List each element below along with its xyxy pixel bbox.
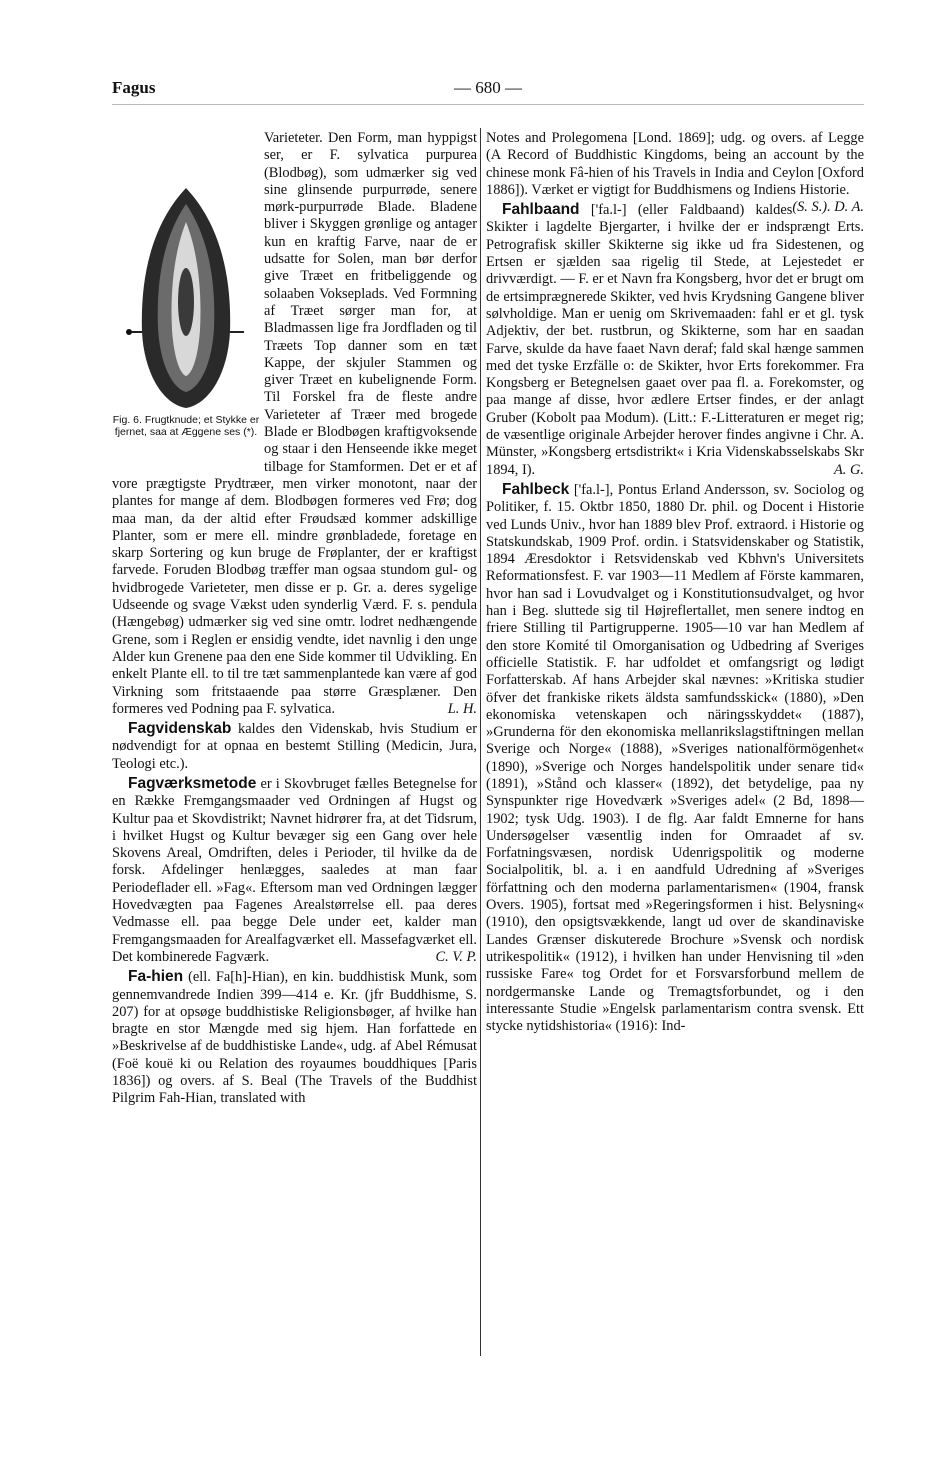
figure-fruit xyxy=(112,130,260,460)
entry-fahlbaand xyxy=(486,201,864,479)
running-header xyxy=(112,78,864,102)
figure-caption: Fig. 6. Frugtknude; et Stykke er fjernet, saa at Æggene ses (*). xyxy=(112,414,260,438)
running-head-word: Fagus xyxy=(112,78,156,97)
fagus-text: Varieteter. Den Form, man hyppigst ser, er F. sylvatica purpurea (Blodbøg), som udmærker sig ved sine glinsende purpurrøde, senere mørk-purpurrøde Blade. Bladene bliver i Skyggen grønlige og antager kun en kraftig Farve, naar de er udsatte for Solen, man bør derfor give Træet en fritbeliggende og solaaben Vokseplads. Ved Formning af Træet sørger man for, at Bladmassen lige fra Jordfladen og til Træets Top danner som en tæt Kappe, der skjuler Stammen og giver Træet en kubelignende Form. Til Forskel fra de fleste andre Varieteter af Træer med brogede Blade er Blodbøgen kraftigvoksende og staar i den Henseende ikke meget tilbage for Stamformen. Det er et af vore prægtigste Prydtræer, men virker monotont, naar der plantes for mange af dem. Blodbøgen formeres ved Frø; dog maa man, da der altid efter Frøudsæd kommer adskillige Planter, som er mere ell. mindre grønbladede, foretage en skarp Sortering og kun bruge de Frøplanter, der er kraftigst farvede. Foruden Blodbøg træffer man ogsaa stundom gul- og hvidbrogede Varieteter, men disse er p. Gr. a. deres sygelige Udseende og svage Vækst uden synderlig Værd. F. s. pendula (Hængebøg) udmærker sig ved sine omtr. lodret nedhængende Grene, som i Reglen er ensidig vendte, idet navnlig i den unge Alder kun Grenene paa den ene Side kommer til Udvikling. En enkelt Plante ell. to til tre tæt sammenplantede kan være af god Virkning som fritstaaende paa større Græsplæner. Den formeres ved Podning paa F. sylvatica. xyxy=(112,130,477,717)
header-rule xyxy=(112,104,864,105)
headword-fahlbaand: Fahlbaand xyxy=(502,201,580,219)
beech-fruit-illustration xyxy=(126,182,246,412)
signature-ag: A. G. xyxy=(834,461,864,478)
page-number: — 680 — xyxy=(454,78,522,97)
column-divider xyxy=(480,128,481,1356)
headword-fagvaerksmetode: Fagværksmetode xyxy=(128,774,257,792)
fa-hien-continuation-text: Notes and Prolegomena [Lond. 1869]; udg. og overs. af Legge (A Record of Buddhistic Kingdoms, being an account by the chinese monk Fâ-hien of his Travels in India and Ceylon [Oxford 1886]). Værket er vigtigt for Buddhismens og Indiens Historie. xyxy=(486,130,864,198)
fa-hien-text: (ell. Fa[h]-Hian), en kin. buddhistisk Munk, som gennemvandrede Indien 399—414 e. Kr. (jfr Buddhisme, S. 207) for at opsøge buddhistiske Religionsbøger, af hvilke han bragte en stor Mængde med sig hjem. Han forfattede en »Beskrivelse af de buddhistiske Lande«, udg. af Abel Rémusat (Foë kouë ki ou Relation des royaumes bouddhiques [Paris 1836]) og overs. af S. Beal (The Travels of the Buddhist Pilgrim Fah-Hian, translated with xyxy=(112,969,477,1107)
headword-fahlbeck: Fahlbeck xyxy=(502,480,570,498)
fagvidenskab-text: kaldes den Videnskab, hvis Studium er nødvendigt for at opnaa en bestemt Stilling (Medicin, Jura, Teologi etc.). xyxy=(112,721,477,772)
left-column xyxy=(112,130,477,1108)
entry-fagvaerksmetode xyxy=(112,775,477,966)
signature-cvp: C. V. P. xyxy=(435,948,477,965)
entry-fahlbeck xyxy=(486,481,864,1036)
fahlbeck-text: ['fa.l-], Pontus Erland Andersson, sv. Sociolog og Politiker, f. 15. Oktbr 1850, 1880 Dr. phil. og Docent i Historie ved Lunds Univ., hvor han 1889 blev Prof. extraord. i Historie og Statskundskab, 1909 Prof. ordin. i Statsvidenskaber og Statistik, 1894 Æresdoktor i Retsvidenskab ved Kbhvn's Universitets Reformationsfest. F. var 1903—11 Medlem af Förste kammaren, hvor han sad i Lovudvalget og i Konstitutionsudvalget, og hvor han i Beg. sluttede sig til Højreflertallet, men senere indtog en friere Stilling til Partigrupperne. 1905—10 var han Medlem af den store Komité til Omorganisation og Udbedring af Sveriges officielle Statistik. F. har udfoldet et omfangsrigt og lødigt Forfatterskab. Af hans Arbejder skal nævnes: »Kritiska studier öfver det frankiske rikets äldsta samfundsskick« (1880), »Den ekonomiska vetenskapen och näringsskyddet« (1887), »Grunderna för den ekonomiska mellanrikslagstiftningen mellan Sverige och Norge« (1888), »Sveriges nationalförmögenhet« (1890), »Sverige och Norges handelspolitik under senare tid« (1891), »Stånd och klasser« (1892), det betydelige, paa ny Synspunkter rige Hovedværk »Sveriges adel« (2 Bd, 1898—1902; tysk Udg. 1903). I de flg. Aar faldt Emnerne for hans Undersøgelser væsentlig inden for Omraadet af sv. Forfatningsvæsen, nordisk Udenrigspolitik og moderne Socialpolitik, bl. a. i en aandfuld Udredning af »Sveriges författning och den moderna parlamentarismen« (1904, fransk Overs. 1905), fortsat med »Regeringsformen i hist. Belysning« (1910), den opsigtsvækkende, langt ud over de skandinaviske Landes Grænser diskuterede Brochure »Svensk och nordisk utrikespolitik« (1912), i hvilken han under Henvisning til »den russiske Fare« tog Ordet for et Forsvarsforbund mellem de nordgermanske Lande og Tremagtsforbundet, og i den interessante Studie »Engelsk parlamentarism contra svensk. Ett stycke nytidshistoria« (1916): Ind- xyxy=(486,481,864,1035)
headword-fa-hien: Fa-hien xyxy=(128,968,184,986)
fahlbaand-text: ['fa.l-] (eller Faldbaand) kaldes Skikter i lagdelte Bjergarter, i hvilke der er indsprængt Erts. Petrografisk skiller Skikterne sig ikke ud fra Sidestenen, og Ertsen er sjælden saa rigelig til Stede, at Lejestedet er drivværdigt. — F. er et Navn fra Kongsberg, hvor det er brugt om de ertsimprægnerede Skikter, ved hvis Krydsning Gangene bliver sølvholdige. Man er uenig om Skrivemaaden: fahl er et gl. tysk Adjektiv, der bet. rustbrun, og Skikterne, som har en saadan Farve, skulde da have faaet Navn deraf; fald skal hænge sammen med det tyske Erzfälle o: de Skikter, hvor Erts forekommer. Fra Kongsberg er Betegnelsen gaaet over paa fl. a. Forekomster, og paa mange af disse, hvor ædlere Ertser findes, er der anlagt Gruber (Kobolt paa Modum). (Litt.: F.-Litteraturen er meget rig; de væsentlige originale Arbejder herover findes angivne i Chr. A. Münster, »Kongsberg ertsdistrikt« i Kria Videnskabsselskabs Skr 1894, I). xyxy=(486,202,864,478)
headword-fagvidenskab: Fagvidenskab xyxy=(128,720,232,738)
signature-lh: L. H. xyxy=(447,700,477,717)
signature-ss-da: (S. S.). D. A. xyxy=(792,199,864,216)
right-column xyxy=(486,130,864,1035)
entry-fa-hien xyxy=(112,968,477,1107)
fagvaerksmetode-text: er i Skovbruget fælles Betegnelse for en Række Fremgangsmaader ved Ordningen af Hugst og Kultur paa et Skovdistrikt; Navnet hidrører fra, at det Tidsrum, i hvilket Hugst og Kultur bevæger sig een Gang over hele Skovens Areal, Omdriften, deles i Perioder, til hvilke da de forsk. Afdelinger henlægges, saaledes at man faar Periodeflader ell. »Fag«. Eftersom man ved Ordningen lægger Hovedvægten paa Fagenes Arealstørrelse ell. paa deres Vedmasse ell. paa begge Dele under eet, kalder man Fremgangsmaaden for Arealfagværket ell. Massefagværket ell. Det kombinerede Fagværk. xyxy=(112,775,477,965)
entry-fagvidenskab xyxy=(112,720,477,773)
